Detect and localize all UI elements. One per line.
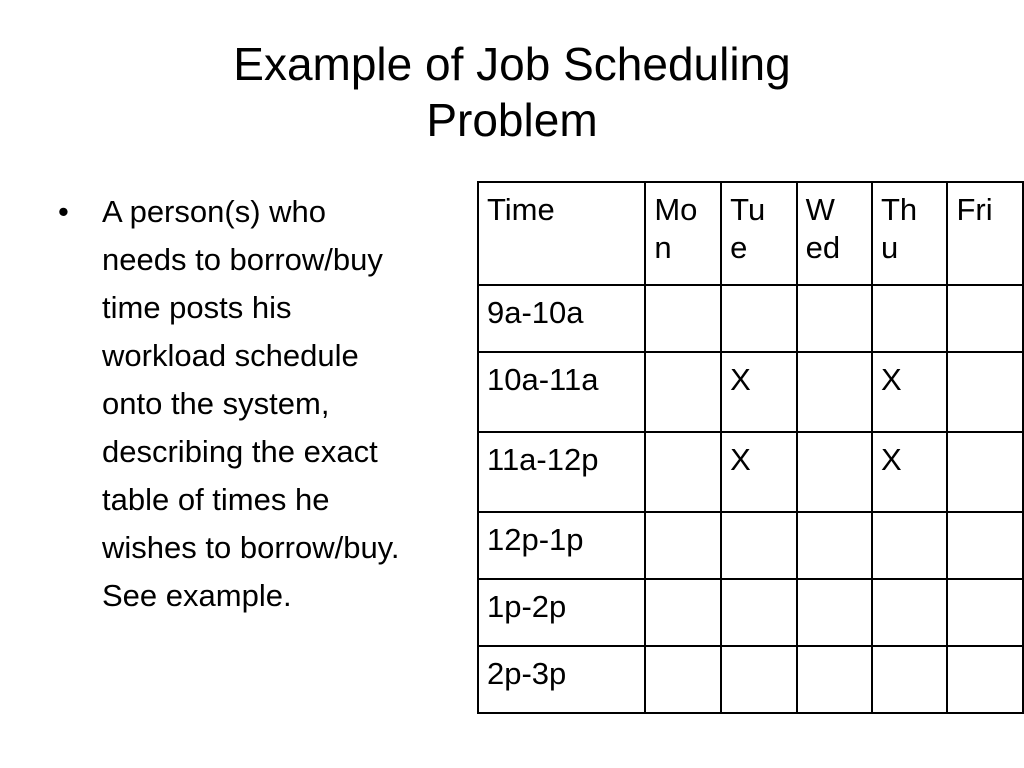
time-cell: 1p-2p [478,579,645,646]
day-cell [797,579,872,646]
bullet-line: describing the exact [102,434,378,469]
bullet-line: onto the system, [102,386,330,421]
day-cell [721,285,796,352]
bullet-line: needs to borrow/buy [102,242,383,277]
slide-title-line-2: Problem [426,94,598,146]
header-cell-mon [645,182,721,285]
day-cell [645,285,721,352]
day-cell: X [721,432,796,512]
day-cell [797,646,872,713]
day-cell [872,646,947,713]
time-cell: 11a-12p [478,432,645,512]
bullet-line: time posts his [102,290,292,325]
header-text: W [805,192,835,227]
bullet-line: A person(s) who [102,194,326,229]
day-cell [721,512,796,579]
table-row [478,352,1023,432]
header-text: Time [487,192,555,227]
header-text: u [880,230,899,265]
day-cell [645,512,721,579]
day-cell [797,512,872,579]
header-text: e [730,230,748,265]
bullet-line: table of times he [102,482,330,517]
day-cell: X [872,432,947,512]
bullet-line: See example. [102,578,292,613]
day-cell: X [872,352,947,432]
time-cell: 12p-1p [478,512,645,579]
header-text: Th [880,192,918,227]
header-cell-wed [797,182,872,285]
day-cell [645,432,721,512]
slide-title [0,36,1024,148]
slide-title-line-1: Example of Job Scheduling [233,38,791,90]
day-cell [947,579,1023,646]
table-header-row [478,182,1023,285]
day-cell [947,352,1023,432]
header-cell-tue [721,182,796,285]
day-cell [872,285,947,352]
header-cell-time [478,182,645,285]
table-row [478,285,1023,352]
day-cell [947,432,1023,512]
day-cell [645,579,721,646]
bullet-line: wishes to borrow/buy. [102,530,400,565]
time-cell: 2p-3p [478,646,645,713]
header-text: Fri [956,192,993,227]
header-text: ed [805,230,841,265]
header-cell-thu [872,182,947,285]
schedule-table [477,181,1024,714]
day-cell [797,352,872,432]
table-row [478,579,1023,646]
table-row [478,432,1023,512]
table-row [478,646,1023,713]
time-cell: 10a-11a [478,352,645,432]
day-cell [872,512,947,579]
day-cell [947,285,1023,352]
header-cell-fri [947,182,1023,285]
header-text: Mo [654,192,698,227]
day-cell [721,579,796,646]
header-text: n [654,230,672,265]
day-cell [872,579,947,646]
day-cell [721,646,796,713]
bullet-line: workload schedule [102,338,359,373]
day-cell [645,646,721,713]
day-cell [797,285,872,352]
day-cell: X [721,352,796,432]
bullet-text [102,188,482,620]
day-cell [947,512,1023,579]
time-cell: 9a-10a [478,285,645,352]
day-cell [797,432,872,512]
header-text: Tu [730,192,766,227]
day-cell [947,646,1023,713]
day-cell [645,352,721,432]
table-row [478,512,1023,579]
bullet-marker: • [58,194,69,229]
